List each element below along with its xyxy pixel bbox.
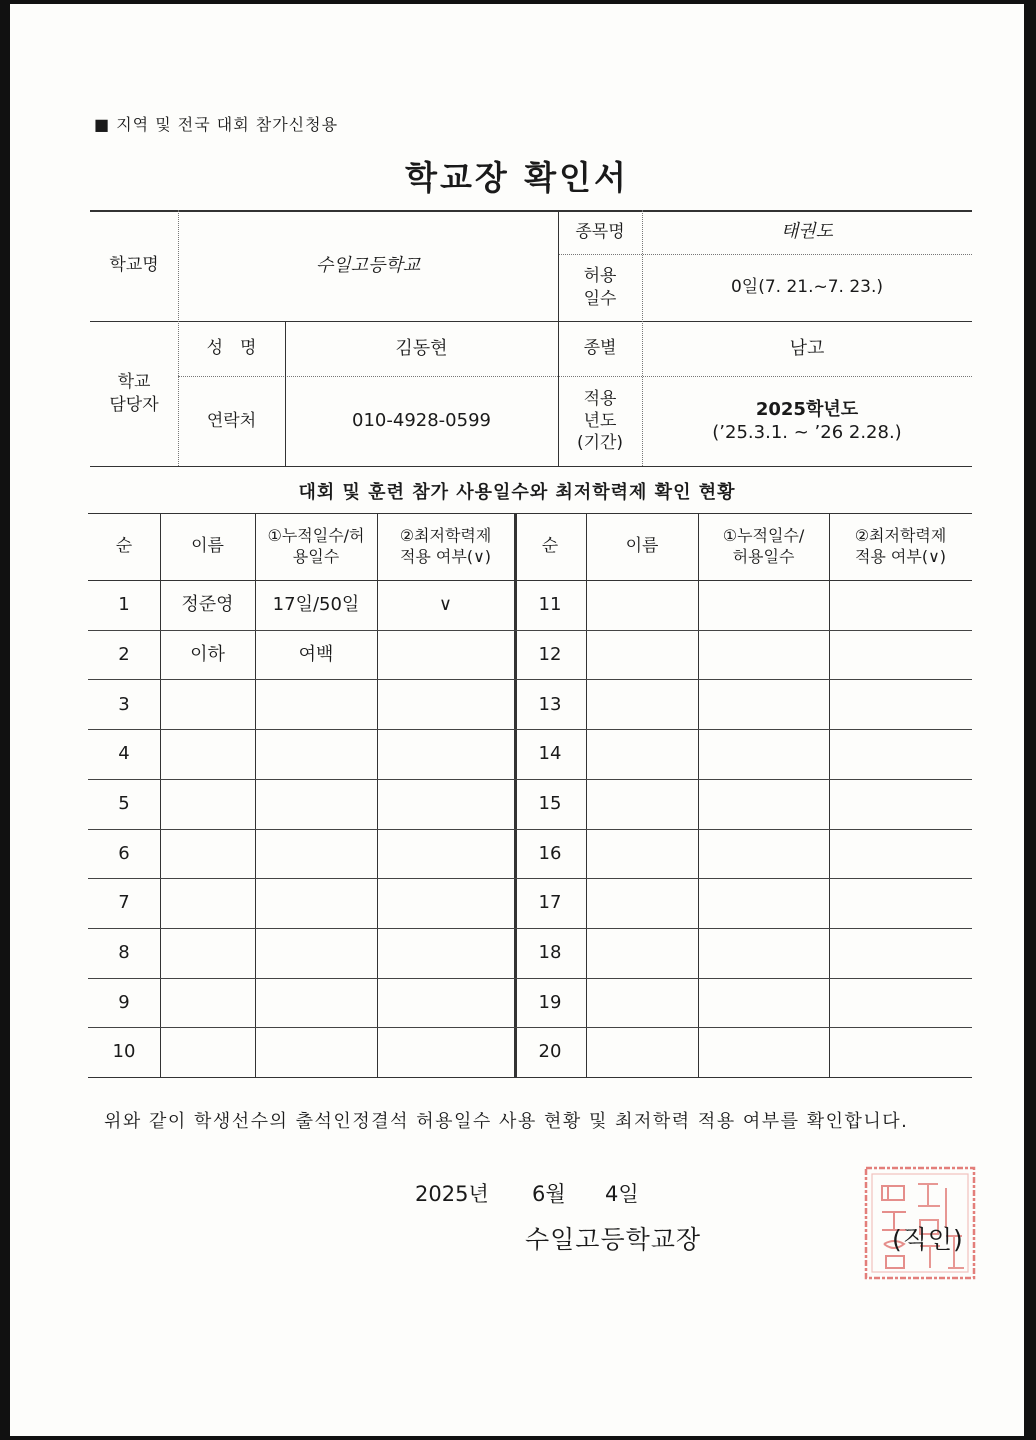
school-name-label: 학교명 [109, 255, 159, 276]
row-no-right: 17 [538, 892, 562, 914]
row-name-left [160, 978, 255, 1028]
row-check-left [377, 878, 514, 928]
row-name-right [586, 679, 698, 729]
row-name-left [160, 829, 255, 879]
col-header-name-right: 이름 [625, 536, 659, 557]
row-days-left [255, 679, 377, 729]
principal-signatory: 수일고등학교장 [525, 1225, 702, 1254]
row-days-left: 17일/50일 [272, 594, 360, 616]
row-days-left [255, 978, 377, 1028]
row-name-right [586, 878, 698, 928]
row-check-left: ∨ [438, 594, 453, 616]
allowed-days-label: 허용 일수 [583, 266, 617, 309]
row-no-right: 20 [538, 1041, 562, 1063]
confirmation-statement: 위와 같이 학생선수의 출석인정결석 허용일수 사용 현황 및 최저학력 적용 여부를 확인합니다. [104, 1111, 909, 1132]
row-days-right [698, 729, 829, 779]
row-check-right [829, 829, 972, 879]
row-check-right [829, 779, 972, 829]
row-days-left [255, 779, 377, 829]
row-name-right [586, 630, 698, 680]
row-no-right: 14 [538, 743, 562, 765]
name-label: 성 명 [206, 338, 257, 359]
contact-value: 010-4928-0599 [352, 410, 491, 432]
row-no-right: 12 [538, 643, 562, 665]
row-no-right: 11 [538, 594, 562, 616]
row-days-left [255, 928, 377, 978]
row-no-left: 8 [118, 942, 130, 964]
row-no-left: 3 [118, 693, 130, 715]
row-no-left: 7 [118, 892, 130, 914]
row-check-right [829, 630, 972, 680]
row-no-left: 4 [118, 743, 130, 765]
row-days-right [698, 1027, 829, 1077]
year-value-line1: 2025학년도 [755, 398, 859, 420]
row-no-right: 16 [538, 842, 562, 864]
row-check-left [377, 779, 514, 829]
name-value: 김동현 [395, 337, 448, 359]
seal-mark-text: (직인) [892, 1225, 964, 1254]
row-no-left: 1 [118, 594, 130, 616]
col-header-check-left: ②최저학력제 적용 여부(∨) [399, 525, 492, 566]
row-name-right [586, 1027, 698, 1077]
row-days-right [698, 779, 829, 829]
row-no-left: 2 [118, 643, 130, 665]
row-no-right: 13 [538, 693, 562, 715]
gender-label: 종별 [583, 338, 617, 359]
row-days-right [698, 829, 829, 879]
row-check-right [829, 1027, 972, 1077]
date-month: 6월 [532, 1182, 566, 1206]
row-no-left: 9 [118, 991, 130, 1013]
row-name-left [160, 878, 255, 928]
sport-value: 태권도 [780, 221, 834, 243]
date-day: 4일 [605, 1182, 639, 1206]
document-title: 학교장 확인서 [405, 158, 629, 197]
manager-label: 학교 담당자 [109, 372, 159, 415]
row-days-right [698, 630, 829, 680]
row-check-left [377, 729, 514, 779]
col-header-check-right: ②최저학력제 적용 여부(∨) [854, 525, 947, 566]
col-header-days-right: ①누적일수/ 허용일수 [722, 525, 805, 566]
row-days-right [698, 928, 829, 978]
row-days-right [698, 878, 829, 928]
row-name-right [586, 829, 698, 879]
row-name-right [586, 779, 698, 829]
row-check-right [829, 978, 972, 1028]
row-name-right [586, 928, 698, 978]
row-days-right [698, 580, 829, 630]
gender-value: 남고 [789, 337, 825, 359]
col-header-days-left: ①누적일수/허 용일수 [267, 525, 365, 566]
row-check-left [377, 829, 514, 879]
year-value [642, 376, 972, 466]
allowed-days-value: 0일(7. 21.~7. 23.) [730, 277, 884, 298]
row-check-left [377, 978, 514, 1028]
row-days-left [255, 829, 377, 879]
row-name-left: 이하 [190, 643, 225, 665]
row-name-left: 정준영 [181, 594, 234, 616]
row-name-left [160, 729, 255, 779]
row-check-right [829, 679, 972, 729]
row-days-left [255, 729, 377, 779]
row-name-right [586, 580, 698, 630]
sport-label: 종목명 [575, 221, 625, 242]
year-label: 적용 년도 (기간) [576, 388, 624, 454]
col-header-no-right: 순 [541, 536, 559, 557]
col-header-name-left: 이름 [191, 536, 224, 557]
row-check-left [377, 679, 514, 729]
row-days-left [255, 878, 377, 928]
row-no-left: 5 [118, 792, 130, 814]
row-name-left [160, 779, 255, 829]
row-name-left [160, 928, 255, 978]
document-page [10, 4, 1024, 1436]
row-no-right: 15 [538, 792, 562, 814]
row-check-left [377, 1027, 514, 1077]
form-category: ■ 지역 및 전국 대회 참가신청용 [94, 115, 339, 134]
row-name-right [586, 978, 698, 1028]
contact-label: 연락처 [206, 410, 257, 431]
row-days-right [698, 978, 829, 1028]
row-no-left: 6 [118, 842, 130, 864]
row-name-left [160, 679, 255, 729]
row-check-right [829, 729, 972, 779]
school-name-value: 수일고등학교 [315, 254, 421, 276]
col-header-no-left: 순 [115, 536, 133, 557]
row-check-left [377, 630, 514, 680]
row-no-right: 18 [538, 942, 562, 964]
row-days-left: 여백 [298, 643, 334, 665]
row-check-right [829, 580, 972, 630]
row-no-right: 19 [538, 991, 562, 1013]
row-name-right [586, 729, 698, 779]
row-no-left: 10 [112, 1041, 136, 1063]
row-check-left [377, 928, 514, 978]
row-check-right [829, 878, 972, 928]
status-title: 대회 및 훈련 참가 사용일수와 최저학력제 확인 현황 [298, 482, 736, 503]
row-check-right [829, 928, 972, 978]
row-days-right [698, 679, 829, 729]
row-name-left [160, 1027, 255, 1077]
row-days-left [255, 1027, 377, 1077]
year-value-line2: (’25.3.1. ~ ’26 2.28.) [712, 422, 902, 443]
date-year: 2025년 [415, 1182, 489, 1206]
